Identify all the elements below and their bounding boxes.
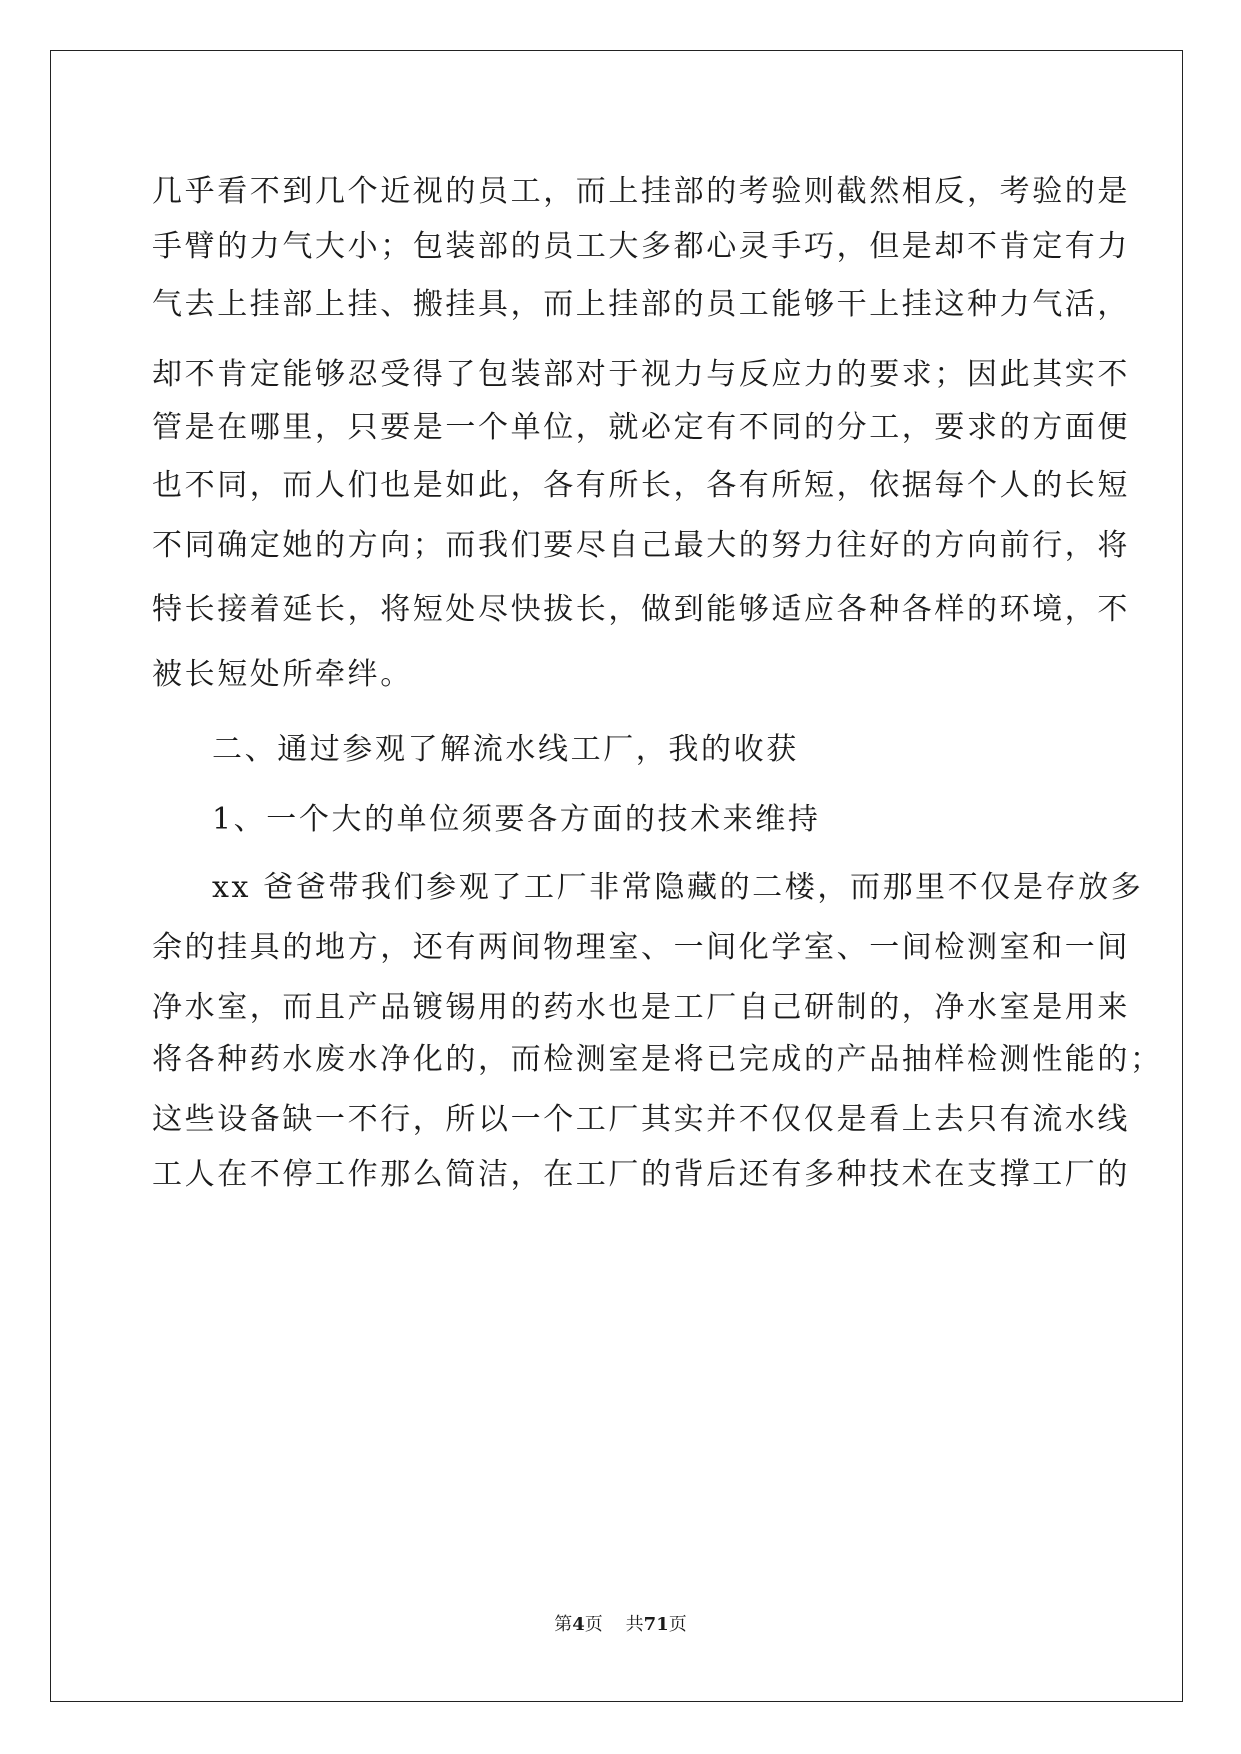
footer-suffix: 页	[668, 1614, 687, 1635]
subsection-heading: 1、一个大的单位须要各方面的技术来维持	[212, 802, 821, 837]
body-line: 不同确定她的方向；而我们要尽自己最大的努力往好的方向前行，将	[152, 528, 1130, 563]
body-line: 工人在不停工作那么简洁，在工厂的背后还有多种技术在支撑工厂的	[152, 1157, 1130, 1192]
body-line: 特长接着延长，将短处尽快拔长，做到能够适应各种各样的环境，不	[152, 592, 1130, 627]
total-page-count: 71	[643, 1614, 669, 1635]
body-line: 手臂的力气大小；包装部的员工大多都心灵手巧，但是却不肯定有力	[152, 229, 1130, 264]
body-line: 这些设备缺一不行，所以一个工厂其实并不仅仅是看上去只有流水线	[152, 1102, 1130, 1137]
page-footer	[0, 1610, 1241, 1636]
footer-middle: 页 共	[584, 1614, 644, 1635]
body-line: 净水室，而且产品镀锡用的药水也是工厂自己研制的，净水室是用来	[152, 990, 1130, 1025]
body-line: 将各种药水废水净化的，而检测室是将已完成的产品抽样检测性能的；	[152, 1042, 1163, 1077]
body-line: 余的挂具的地方，还有两间物理室、一间化学室、一间检测室和一间	[152, 930, 1130, 965]
body-line: 也不同，而人们也是如此，各有所长，各有所短，依据每个人的长短	[152, 468, 1130, 503]
body-line: 管是在哪里，只要是一个单位，就必定有不同的分工，要求的方面便	[152, 410, 1130, 445]
section-heading: 二、通过参观了解流水线工厂，我的收获	[212, 732, 799, 767]
body-line: 气去上挂部上挂、搬挂具，而上挂部的员工能够干上挂这种力气活，	[152, 287, 1130, 322]
body-line: 却不肯定能够忍受得了包装部对于视力与反应力的要求；因此其实不	[152, 357, 1130, 392]
footer-prefix: 第	[554, 1614, 573, 1635]
body-line: 几乎看不到几个近视的员工，而上挂部的考验则截然相反，考验的是	[152, 174, 1130, 209]
current-page-number: 4	[572, 1614, 585, 1635]
body-line: 被长短处所牵绊。	[152, 657, 413, 692]
body-line: xx 爸爸带我们参观了工厂非常隐藏的二楼，而那里不仅是存放多	[212, 870, 1144, 905]
